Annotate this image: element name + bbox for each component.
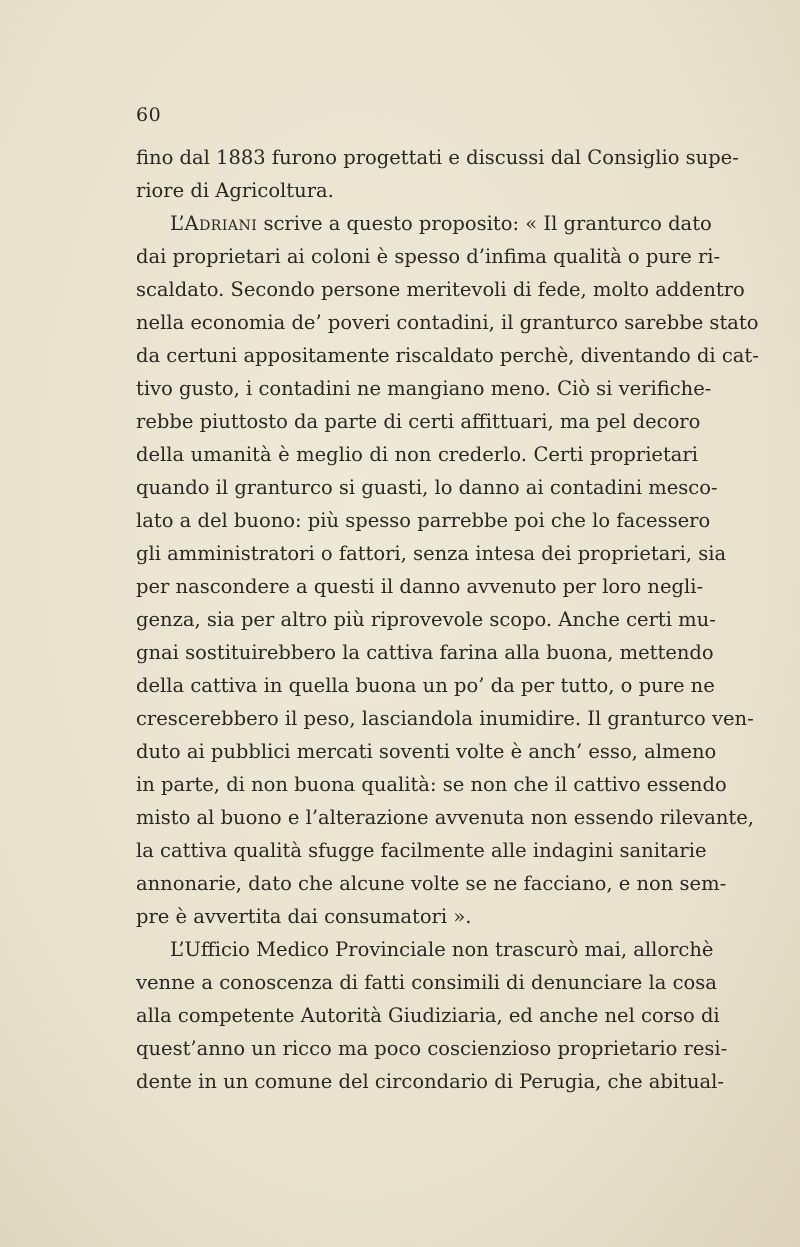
text-line: gnai sostituirebbero la cattiva farina alla buona, mettendo xyxy=(136,641,714,664)
text-line: per nascondere a questi il danno avvenuto per loro negli- xyxy=(136,575,704,598)
text-fragment: L’ xyxy=(170,212,185,235)
text-line: misto al buono e l’alterazione avvenuta non essendo rilevante, xyxy=(136,806,754,829)
text-fragment: scrive a questo proposito: « Il granturco dato xyxy=(257,212,712,235)
text-line: tivo gusto, i contadini ne mangiano meno. Ciò si verifiche- xyxy=(136,377,712,400)
text-line: dente in un comune del circondario di Perugia, che abitual- xyxy=(136,1070,724,1093)
text-line: nella economia de’ poveri contadini, il granturco sarebbe stato xyxy=(136,311,759,334)
page-number: 60 xyxy=(136,104,162,126)
text-line: rebbe piuttosto da parte di certi affittuari, ma pel decoro xyxy=(136,410,701,433)
text-line: L’Ufficio Medico Provinciale non trascurò mai, allorchè xyxy=(170,938,714,961)
text-line: della umanità è meglio di non crederlo. Certi proprietari xyxy=(136,443,698,466)
text-line: quest’anno un ricco ma poco coscienzioso proprietario resi- xyxy=(136,1037,728,1060)
text-line: della cattiva in quella buona un po’ da per tutto, o pure ne xyxy=(136,674,715,697)
text-line: venne a conoscenza di fatti consimili di denunciare la cosa xyxy=(136,971,717,994)
text-line: duto ai pubblici mercati soventi volte è anch’ esso, almeno xyxy=(136,740,717,763)
text-line: lato a del buono: più spesso parrebbe poi che lo facessero xyxy=(136,509,711,532)
text-line: in parte, di non buona qualità: se non che il cattivo essendo xyxy=(136,773,727,796)
text-line: quando il granturco si guasti, lo danno ai contadini mesco- xyxy=(136,476,718,499)
text-line: dai proprietari ai coloni è spesso d’infima qualità o pure ri- xyxy=(136,245,721,268)
text-line: annonarie, dato che alcune volte se ne facciano, e non sem- xyxy=(136,872,727,895)
text-line: da certuni appositamente riscaldato perchè, diventando di cat- xyxy=(136,344,759,367)
text-line: riore di Agricoltura. xyxy=(136,179,334,202)
text-line: la cattiva qualità sfugge facilmente alle indagini sanitarie xyxy=(136,839,707,862)
text-line: fino dal 1883 furono progettati e discussi dal Consiglio supe- xyxy=(136,146,739,169)
text-line: crescerebbero il peso, lasciandola inumidire. Il granturco ven- xyxy=(136,707,754,730)
author-name: Adriani xyxy=(184,212,258,235)
text-line: scaldato. Secondo persone meritevoli di fede, molto addentro xyxy=(136,278,745,301)
text-line: genza, sia per altro più riprovevole scopo. Anche certi mu- xyxy=(136,608,716,631)
text-line: alla competente Autorità Giudiziaria, ed anche nel corso di xyxy=(136,1004,720,1027)
text-line: gli amministratori o fattori, senza intesa dei proprietari, sia xyxy=(136,542,727,565)
body-text xyxy=(136,141,759,1098)
text-line xyxy=(136,207,712,240)
text-line: pre è avvertita dai consumatori ». xyxy=(136,905,472,928)
